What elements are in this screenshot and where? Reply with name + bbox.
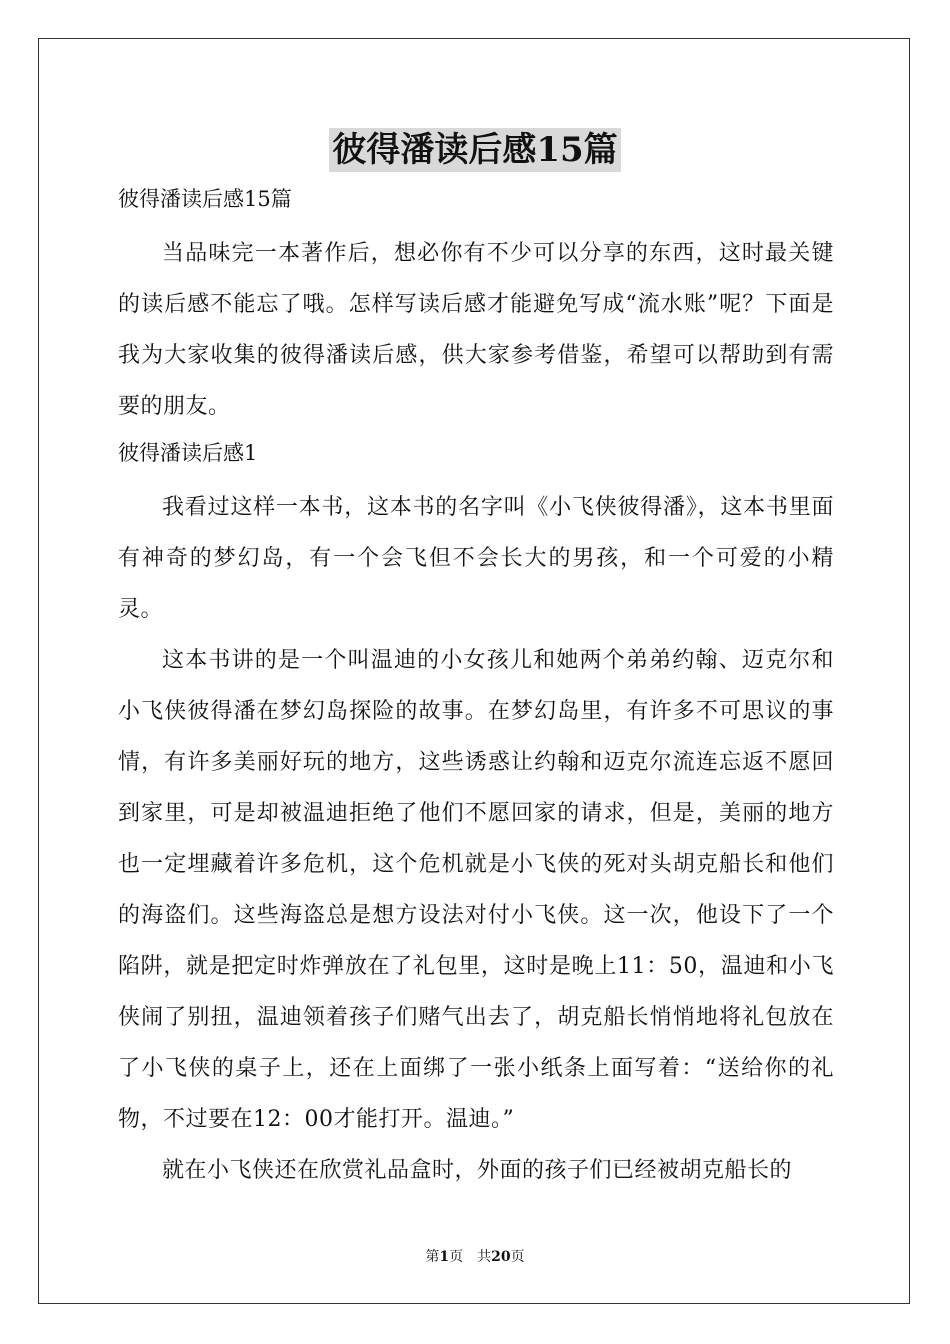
current-page-number: 1 xyxy=(439,1249,450,1265)
intro-paragraph: 当品味完一本著作后，想必你有不少可以分享的东西，这时最关键的读后感不能忘了哦。怎样写读后感才能避免写成“流水账”呢？下面是我为大家收集的彼得潘读后感，供大家参考借鉴，希望可以帮助到有需要的朋友。 xyxy=(118,241,834,419)
total-page-number: 20 xyxy=(491,1249,511,1265)
title-container xyxy=(0,128,950,172)
footer-mid: 页 共 xyxy=(449,1249,492,1265)
footer-prefix: 第 xyxy=(425,1249,440,1265)
document-subtitle: 彼得潘读后感15篇 xyxy=(118,187,292,211)
section-heading: 彼得潘读后感1 xyxy=(118,441,258,465)
document-body xyxy=(118,182,834,1196)
page-footer xyxy=(0,1248,950,1266)
footer-suffix: 页 xyxy=(510,1249,525,1265)
document-title: 彼得潘读后感15篇 xyxy=(329,128,620,172)
body-paragraph: 就在小飞侠还在欣赏礼品盒时，外面的孩子们已经被胡克船长的 xyxy=(162,1158,793,1183)
body-paragraph: 我看过这样一本书，这本书的名字叫《小飞侠彼得潘》，这本书里面有神奇的梦幻岛，有一个会飞但不会长大的男孩，和一个可爱的小精灵。 xyxy=(118,495,834,622)
body-paragraph: 这本书讲的是一个叫温迪的小女孩儿和她两个弟弟约翰、迈克尔和小飞侠彼得潘在梦幻岛探险的故事。在梦幻岛里，有许多不可思议的事情，有许多美丽好玩的地方，这些诱惑让约翰和迈克尔流连忘返不愿回到家里，可是却被温迪拒绝了他们不愿回家的请求，但是，美丽的地方也一定埋藏着许多危机，这个危机就是小飞侠的死对头胡克船长和他们的海盗们。这些海盗总是想方设法对付小飞侠。这一次，他设下了一个陷阱，就是把定时炸弹放在了礼包里，这时是晚上11：50，温迪和小飞侠闹了别扭，温迪领着孩子们赌气出去了，胡克船长悄悄地将礼包放在了小飞侠的桌子上，还在上面绑了一张小纸条上面写着：“送给你的礼物，不过要在12：00才能打开。温迪。” xyxy=(118,648,834,1132)
